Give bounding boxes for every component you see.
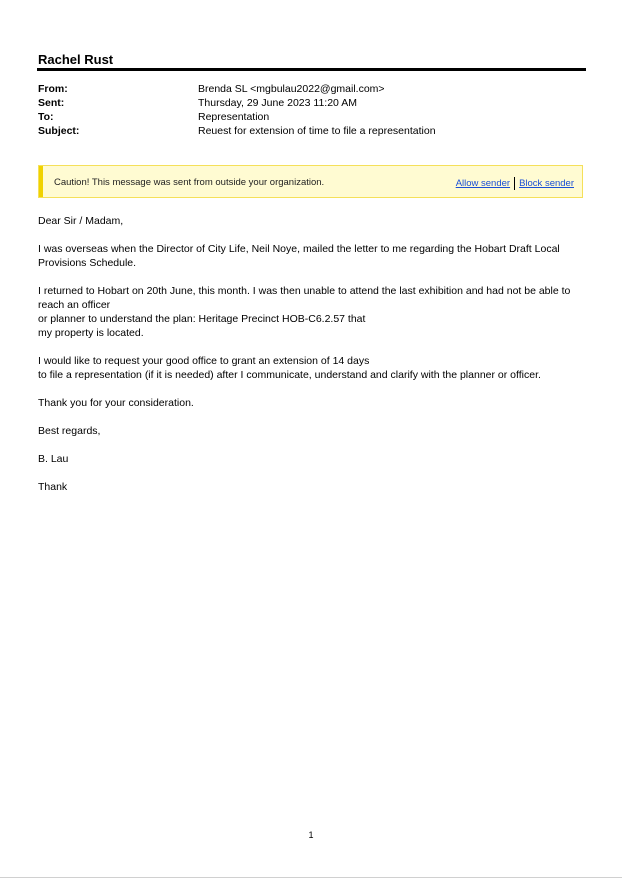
closing-line (38, 424, 590, 438)
email-header (38, 82, 586, 138)
body-line: reach an officer (38, 299, 111, 311)
from-row (38, 82, 586, 96)
page-number: 1 (308, 830, 314, 840)
signature-line (38, 452, 590, 466)
subject-label: Subject: (38, 125, 80, 137)
paragraph-2 (38, 284, 590, 340)
body-line: to file a representation (if it is needed) after I communicate, understand and clarify with the planner or officer. (38, 369, 541, 381)
body-line: Best regards, (38, 425, 101, 437)
external-sender-warning-banner (38, 165, 583, 198)
body-line: I was overseas when the Director of City Life, Neil Noye, mailed the letter to me regarding the Hobart Draft Local (38, 243, 560, 255)
sent-row (38, 96, 586, 110)
greeting (38, 214, 590, 228)
subject-row (38, 124, 586, 138)
body-line: Thank you for your consideration. (38, 397, 194, 409)
subject-value: Reuest for extension of time to file a representation (198, 125, 436, 137)
header-rule (37, 68, 586, 71)
warning-text: Caution! This message was sent from outside your organization. (54, 177, 325, 188)
email-body (38, 214, 590, 508)
sent-label: Sent: (38, 97, 65, 109)
thanks-line (38, 396, 590, 410)
body-line: I would like to request your good office to grant an extension of 14 days (38, 355, 370, 367)
sent-value: Thursday, 29 June 2023 11:20 AM (198, 97, 357, 109)
body-line: I returned to Hobart on 20th June, this month. I was then unable to attend the last exhibition and had not be able to (38, 285, 571, 297)
greeting-line: Dear Sir / Madam, (38, 215, 124, 227)
body-line: Thank (38, 481, 68, 493)
page-bottom-edge (0, 877, 622, 878)
sender-actions (456, 177, 574, 190)
block-sender-link[interactable]: Block sender (519, 178, 574, 189)
warning-accent-bar (39, 166, 43, 197)
body-line: or planner to understand the plan: Heritage Precinct HOB-C6.2.57 that (38, 313, 366, 325)
paragraph-3 (38, 354, 590, 382)
body-line: my property is located. (38, 327, 144, 339)
from-label: From: (38, 83, 68, 95)
allow-sender-link[interactable]: Allow sender (455, 178, 511, 189)
to-row (38, 110, 586, 124)
to-value: Representation (198, 111, 270, 123)
body-line: B. Lau (38, 453, 69, 465)
paragraph-1 (38, 242, 590, 270)
trailer-line (38, 480, 590, 494)
body-line: Provisions Schedule. (38, 257, 137, 269)
link-separator (514, 177, 515, 190)
mailbox-owner-name: Rachel Rust (38, 52, 114, 67)
from-value: Brenda SL <mgbulau2022@gmail.com> (198, 83, 385, 95)
to-label: To: (38, 111, 54, 123)
